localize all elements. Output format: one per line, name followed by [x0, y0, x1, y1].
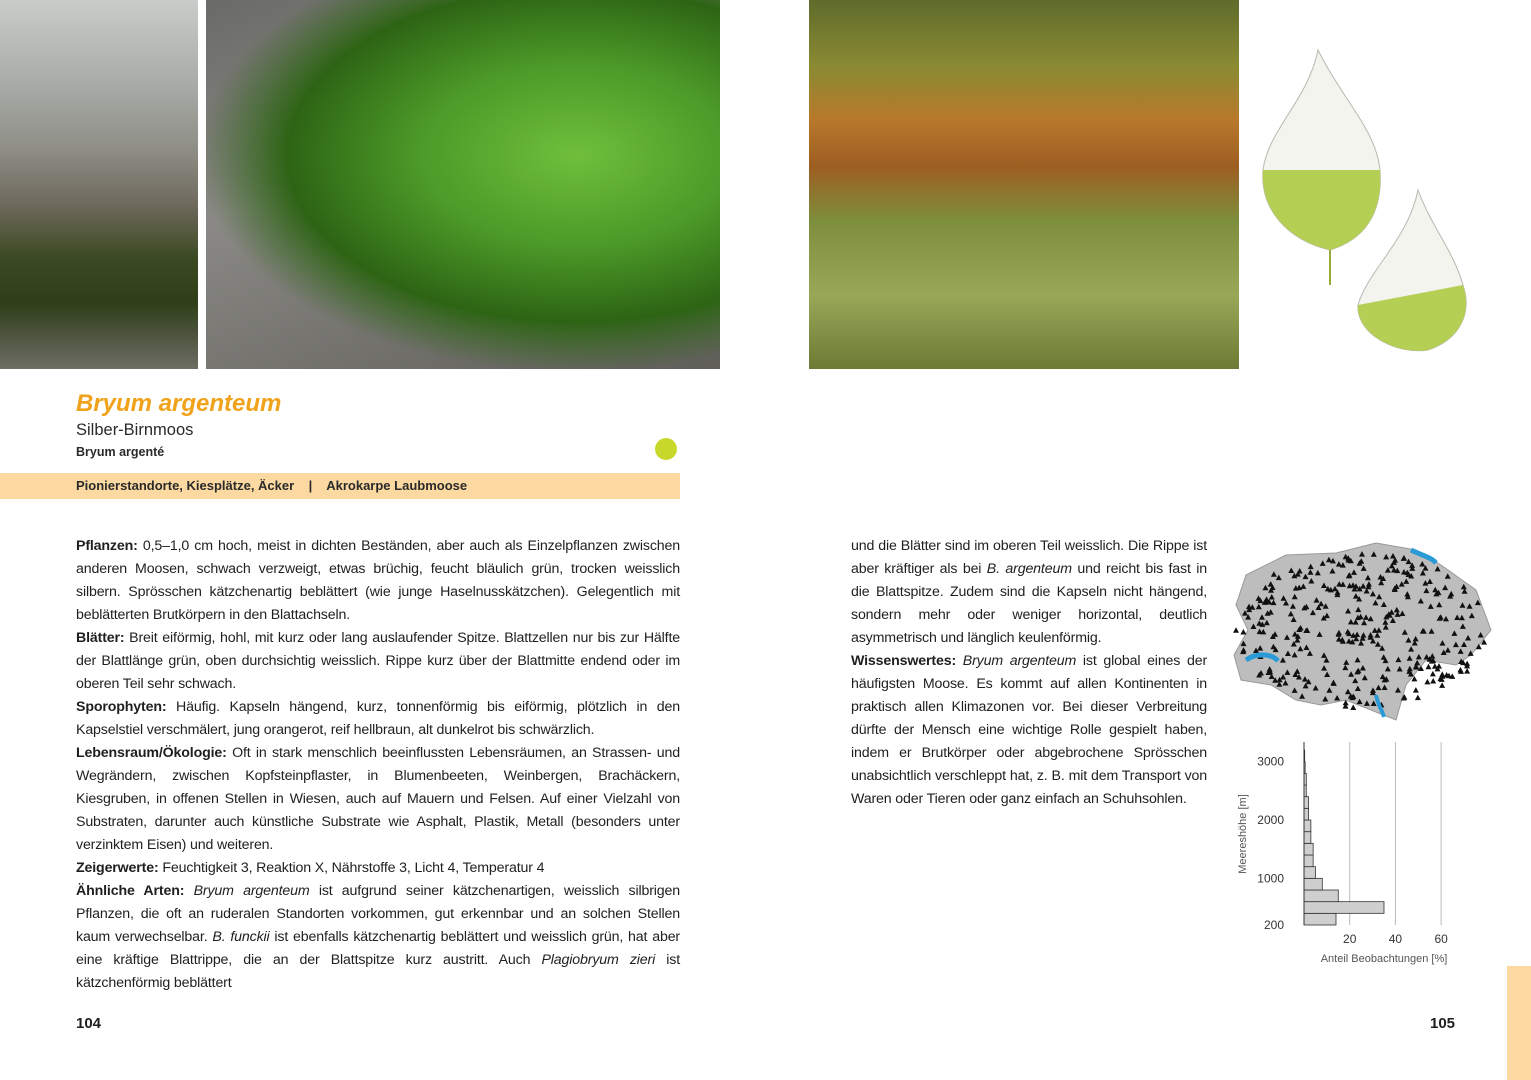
elevation-histogram: [1234, 742, 1474, 968]
section-blaetter: [76, 627, 680, 696]
section-sporophyten: [76, 696, 680, 742]
chart-y-tick-label: 3000: [1257, 754, 1284, 769]
chart-x-ticks: [1343, 932, 1448, 946]
italic-species-cont: B. argenteum: [986, 561, 1072, 577]
description-left-column: [76, 535, 680, 995]
text-cont-2: und reicht bis fast in die Blattspitze. Zudem sind die Kapseln nicht hängend, sondern mehr oder weniger horizontal, deutlich asymmetrisch und länglich keulenförmig.: [851, 561, 1207, 646]
habitat-band-text: Pionierstandorte, Kiesplätze, Äcker | Akrokarpe Laubmoose: [76, 478, 468, 493]
chart-bar: [1304, 855, 1313, 867]
italic-species-2: B. funckii: [212, 929, 270, 945]
map-observation-marker: [1439, 682, 1445, 688]
map-svg: [1226, 535, 1508, 735]
chart-bar: [1304, 832, 1311, 844]
section-lebensraum: [76, 742, 680, 857]
chart-x-tick-label: 60: [1434, 932, 1448, 946]
map-observation-marker: [1464, 668, 1470, 674]
text-wissenswertes: ist global eines der häufigsten Moose. Es kommt auf allen Kontinenten in praktisch allen Klimazonen vor. Bei dieser Verbreitung dürfte der Mensch eine wichtige Rolle gespielt haben, indem er Brutkörper oder abgebrochene Sprösschen unabsichtlich verschleppt hat, z. B. mit dem Transport von Waren oder Tieren oder ganz einfach an Schuhsohlen.: [851, 653, 1208, 807]
leaf-microscopy-illustration: [1248, 40, 1478, 370]
chart-bar: [1304, 867, 1315, 879]
photo-moss-on-wall: [0, 0, 198, 369]
italic-species-wissen: Bryum argenteum: [962, 653, 1077, 669]
chart-x-label: Anteil Beobachtungen [%]: [1320, 953, 1448, 965]
chart-bar: [1304, 902, 1384, 914]
map-observation-marker: [1350, 704, 1356, 710]
photo-moss-sporophytes: [809, 0, 1239, 369]
italic-species-3: Plagiobryum zieri: [541, 952, 656, 968]
label-lebensraum: Lebensraum/Ökologie:: [76, 745, 227, 761]
chart-y-tick-label: 1000: [1257, 871, 1284, 886]
text-aehnlich-2: ist ebenfalls kätzchenartig beblättert und weisslich grün, hat aber eine kräftige Blattrippe, die an der Blattspitze kurz austritt. Auch: [76, 929, 681, 968]
chart-y-tick-label: 2000: [1257, 813, 1284, 827]
map-observation-marker: [1233, 627, 1239, 633]
section-wissenswertes: [851, 650, 1207, 811]
chart-bar: [1304, 890, 1338, 902]
map-observation-marker: [1425, 664, 1431, 670]
text-lebensraum: Oft in stark menschlich beeinflussten Lebensräumen, an Strassen- und Wegrändern, zwischen Kopfsteinpflaster, in Blumenbeeten, Weinbergen, Brachäckern, Kiesgruben, in offenen Stellen in Wiesen, auch auf Mauern und Felsen. Auf einer Vielzahl von Substraten, darunter auch künstliche Substrate wie Asphalt, Plastik, Metall (besonders unter verzinktem Eisen) und weiteren.: [76, 745, 680, 853]
species-title: Bryum argenteum: [76, 390, 282, 417]
map-observation-marker: [1430, 671, 1436, 677]
section-aehnliche-arten: [76, 880, 680, 995]
chart-grid: [1350, 742, 1441, 925]
map-observation-marker: [1439, 671, 1445, 677]
map-observation-marker: [1415, 695, 1421, 701]
label-aehnliche-arten: Ähnliche Arten:: [76, 883, 185, 899]
chart-x-tick-label: 20: [1343, 932, 1357, 946]
description-right-column: [851, 535, 1207, 811]
chart-bar: [1304, 843, 1313, 855]
text-cont-1: und die Blätter sind im oberen Teil weisslich. Die Rippe ist aber kräftiger als bei: [851, 538, 1207, 577]
common-name-german: Silber-Birnmoos: [76, 421, 194, 439]
chart-svg: [1234, 742, 1474, 968]
map-observation-marker: [1457, 667, 1463, 673]
italic-species-1: Bryum argenteum: [193, 883, 310, 899]
chart-x-tick-label: 40: [1388, 932, 1403, 946]
chart-y-label: Meereshöhe [m]: [1237, 794, 1249, 874]
map-observation-marker: [1430, 678, 1436, 684]
text-aehnlich-3: ist kätzchenförmig beblättert: [76, 952, 681, 991]
label-pflanzen: Pflanzen:: [76, 538, 138, 554]
text-pflanzen: 0,5–1,0 cm hoch, meist in dichten Beständen, aber auch als Einzelpflanzen zwischen anderen Moosen, schwach verzweigt, etwas brüchig, feucht bläulich grün, trocken weisslich silbern. Sprösschen kätzchenartig beblättert (wie junge Haselnusskätzchen). Gelegentlich mit beblätterten Brutkörpern in den Blattachseln.: [76, 538, 680, 623]
text-zeigerwerte: Feuchtigkeit 3, Reaktion X, Nährstoffe 3, Licht 4, Temperatur 4: [158, 860, 545, 876]
text-sporophyten: Häufig. Kapseln hängend, kurz, tonnenförmig bis eiförmig, plötzlich in den Kapselstiel verschmälert, jung orangerot, reif hellbraun, alt dunkelrot bis schwärzlich.: [76, 699, 680, 738]
chart-bars: [1304, 750, 1384, 925]
text-blaetter: Breit eiförmig, hohl, mit kurz oder lang auslaufender Spitze. Blattzellen nur bis zur Hälfte der Blattlänge grün, oben durchsichtig weisslich. Rippe kurz über der Blattmitte endend oder im oberen Teil sehr schwach.: [76, 630, 680, 692]
chart-y-ticks: [1257, 755, 1284, 932]
chart-bar: [1304, 820, 1311, 832]
indicator-dot: [655, 438, 677, 460]
map-observation-marker: [1413, 687, 1419, 693]
map-observation-marker: [1424, 679, 1430, 685]
section-pflanzen: [76, 535, 680, 627]
page-number-left: 104: [76, 1015, 102, 1032]
map-observation-marker: [1240, 629, 1246, 635]
label-sporophyten: Sporophyten:: [76, 699, 167, 715]
label-wissenswertes: Wissenswertes:: [851, 653, 957, 669]
page-tab-marker: [1507, 966, 1531, 1080]
chart-bar: [1304, 797, 1309, 809]
label-zeigerwerte: Zeigerwerte:: [76, 860, 159, 876]
section-zeigerwerte: [76, 857, 680, 880]
chart-bar: [1304, 913, 1336, 925]
photo-moss-cushion-closeup: [206, 0, 720, 369]
label-blaetter: Blätter:: [76, 630, 125, 646]
text-aehnlich-1: ist aufgrund seiner kätzchenartigen, weisslich silbrigen Pflanzen, die oft an ruderalen Standorten vorkommen, gut erkennbar und an solchen Stellen kaum verwechselbar.: [76, 883, 680, 945]
chart-bar: [1304, 878, 1322, 890]
chart-bar: [1304, 808, 1309, 820]
section-continuation: [851, 535, 1207, 650]
page-number-right: 105: [1430, 1015, 1456, 1032]
chart-y-tick-label: 200: [1263, 918, 1284, 932]
common-name-french: Bryum argenté: [76, 445, 165, 459]
map-observation-marker: [1436, 663, 1442, 669]
distribution-map: [1226, 535, 1508, 735]
